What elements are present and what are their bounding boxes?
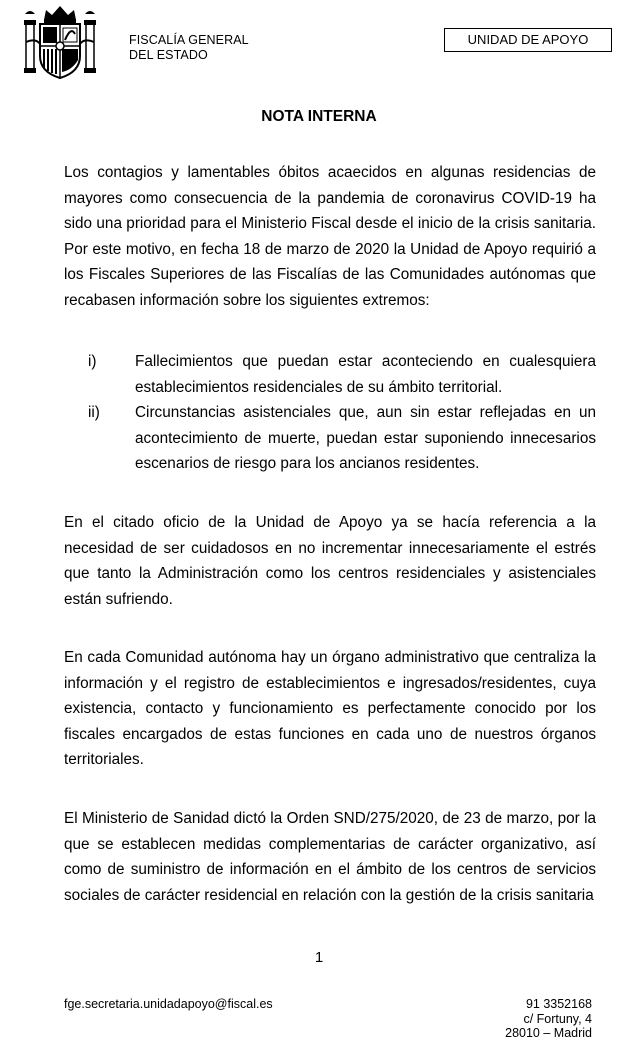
list-item-text: Circunstancias asistenciales que, aun sin estar reflejadas en un acontecimiento de muerte, puedan estar suponiendo innecesarios escenarios de riesgo para los ancianos residentes.: [135, 404, 596, 472]
footer-address-line-2: 28010 – Madrid: [505, 1026, 592, 1040]
coat-of-arms-logo: [22, 2, 98, 80]
list-item: [64, 400, 596, 477]
paragraph-4: El Ministerio de Sanidad dictó la Orden SND/275/2020, de 23 de marzo, por la que se establecen medidas complementarias de carácter organizativo, así como de suministro de información en el ámbito de los centros de servicios sociales de carácter residencial en relación con la gestión de la crisis sanitaria: [64, 810, 596, 904]
paragraph-2: En el citado oficio de la Unidad de Apoyo ya se hacía referencia a la necesidad de ser cuidadosos en no incrementar innecesariamente el estrés que tanto la Administración como los centros residenciales y asistenciales están sufriendo.: [64, 514, 596, 608]
list-item: [64, 349, 596, 400]
institution-line-2: DEL ESTADO: [129, 48, 208, 62]
institution-name: [129, 33, 249, 63]
list-item-text: Fallecimientos que puedan estar aconteciendo en cualesquiera establecimientos residenciales de su ámbito territorial.: [135, 353, 596, 396]
footer-email: fge.secretaria.unidadapoyo@fiscal.es: [64, 997, 273, 1011]
institution-line-1: FISCALÍA GENERAL: [129, 33, 249, 47]
footer-phone: 91 3352168: [525, 997, 592, 1011]
document-title: NOTA INTERNA: [261, 108, 377, 125]
list-item-number: i): [88, 353, 97, 370]
paragraph-1: Los contagios y lamentables óbitos acaecidos en algunas residencias de mayores como consecuencia de la pandemia de coronavirus COVID-19 ha sido una prioridad para el Ministerio Fiscal desde el inicio de la crisis sanitaria. Por este motivo, en fecha 18 de marzo de 2020 la Unidad de Apoyo requirió a los Fiscales Superiores de las Fiscalías de las Comunidades autónomas que recabasen información sobre los siguientes extremos:: [64, 164, 596, 309]
unit-label-box: UNIDAD DE APOYO: [444, 28, 612, 52]
footer-address-line-1: c/ Fortuny, 4: [523, 1011, 592, 1026]
list-item-number: ii): [88, 404, 100, 421]
footer-contact: [505, 997, 592, 1041]
requirements-list: [64, 349, 596, 477]
paragraph-3: En cada Comunidad autónoma hay un órgano administrativo que centraliza la información y el registro de establecimientos e ingresados/residentes, cuya existencia, contacto y funcionamiento es perfectamente conocido por los fiscales encargados de estas funciones en cada uno de nuestros órganos territoriales.: [64, 649, 596, 768]
page-number: 1: [314, 949, 324, 966]
